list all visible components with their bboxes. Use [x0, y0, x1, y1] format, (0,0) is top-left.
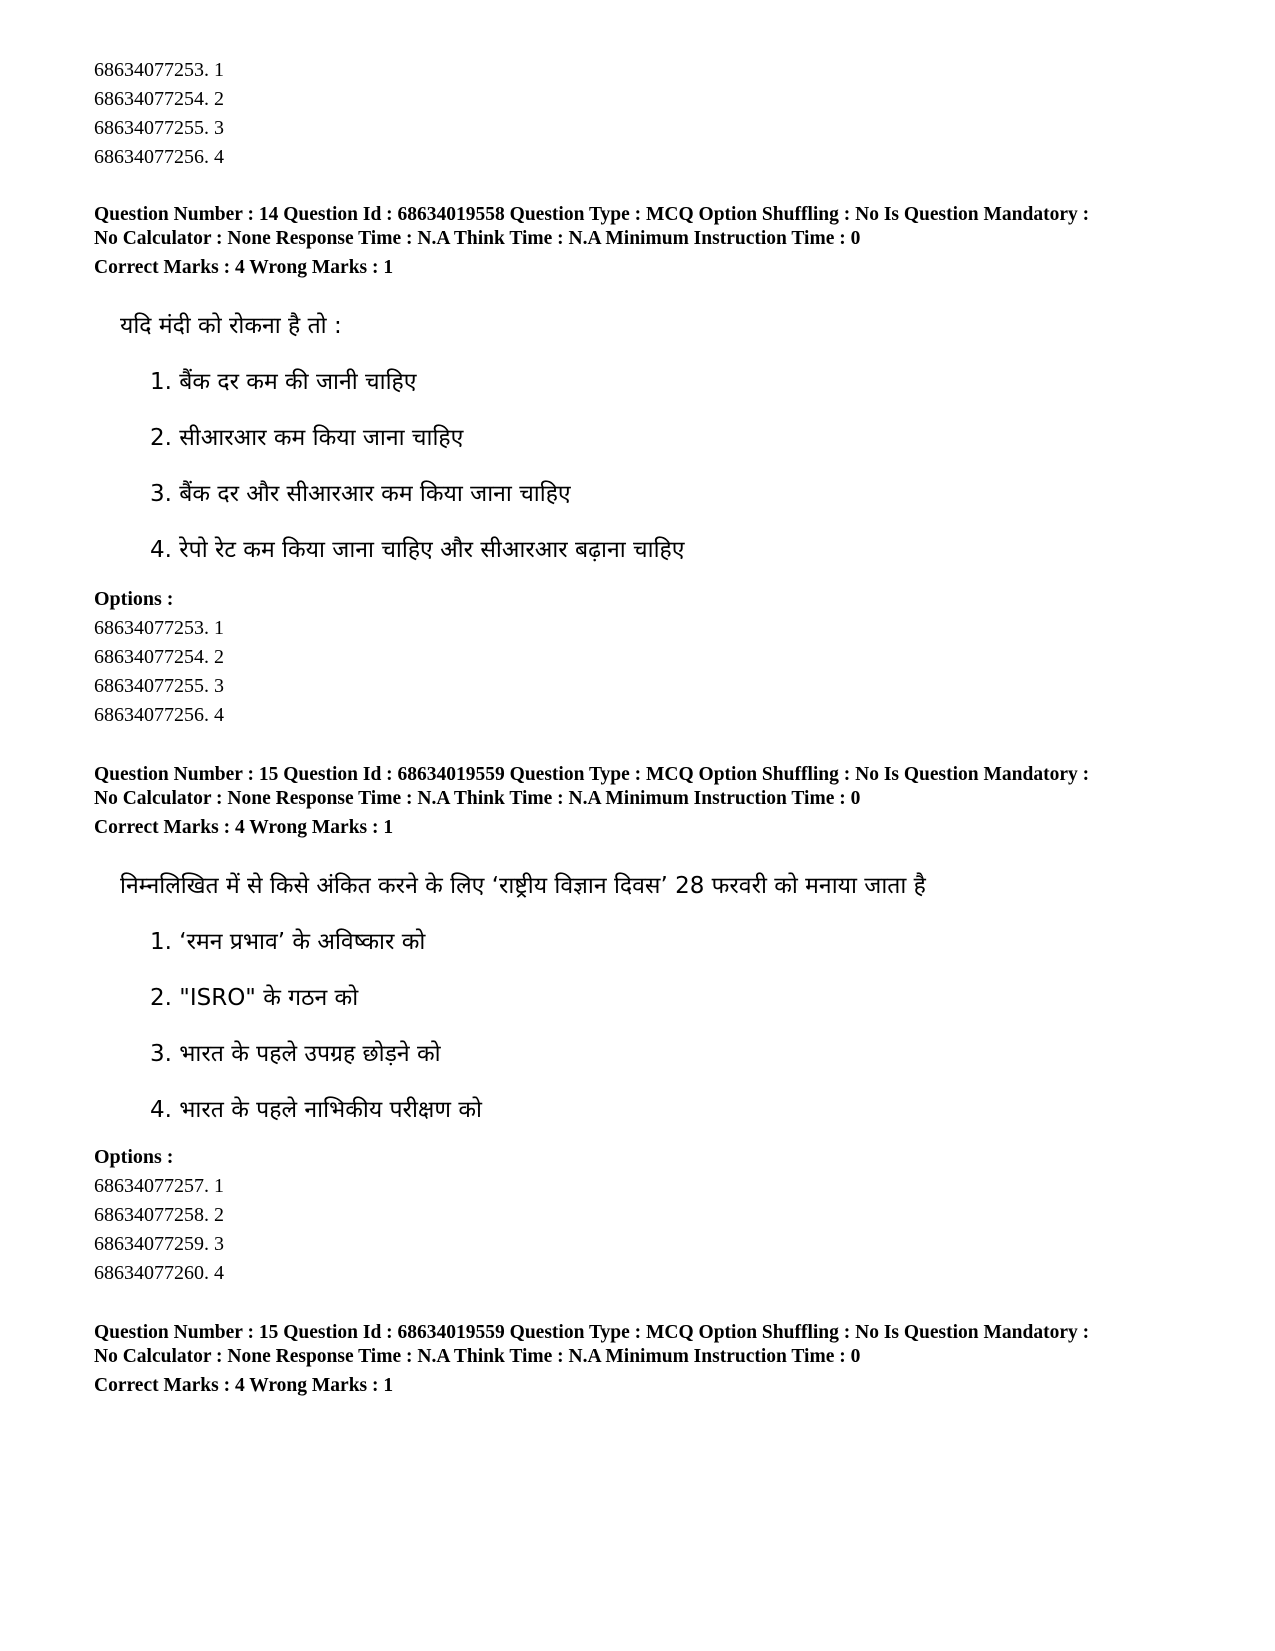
q15-repeat-marks: Correct Marks : 4 Wrong Marks : 1 [94, 1375, 394, 1396]
option-line: 68634077256. 4 [94, 146, 224, 168]
q14-choice-1: 1. बैंक दर कम की जानी चाहिए [150, 369, 417, 395]
q15-marks: Correct Marks : 4 Wrong Marks : 1 [94, 817, 394, 838]
q14-stem: यदि मंदी को रोकना है तो : [120, 313, 342, 339]
q15-meta-line1: Question Number : 15 Question Id : 68634019559 Question Type : MCQ Option Shuffling : No Is Question Mandatory : [94, 764, 1090, 785]
q15-options-list [94, 1172, 224, 1288]
option-line: 68634077260. 4 [94, 1262, 224, 1284]
q15-options-label: Options : [94, 1146, 174, 1168]
option-line: 68634077257. 1 [94, 1175, 224, 1197]
q14-options-list [94, 614, 224, 730]
q15-repeat-meta [94, 1321, 1089, 1398]
q15-repeat-meta-line2: No Calculator : None Response Time : N.A Think Time : N.A Minimum Instruction Time : 0 [94, 1346, 861, 1367]
option-line: 68634077259. 3 [94, 1233, 224, 1255]
q14-marks: Correct Marks : 4 Wrong Marks : 1 [94, 257, 394, 278]
q14-meta [94, 203, 1089, 280]
option-line: 68634077253. 1 [94, 617, 224, 639]
option-line: 68634077256. 4 [94, 704, 224, 726]
option-line: 68634077254. 2 [94, 88, 224, 110]
option-line: 68634077253. 1 [94, 59, 224, 81]
option-line: 68634077255. 3 [94, 675, 224, 697]
q14-options-label: Options : [94, 588, 174, 610]
q14-choice-4: 4. रेपो रेट कम किया जाना चाहिए और सीआरआर बढ़ाना चाहिए [150, 537, 685, 563]
q14-choice-2: 2. सीआरआर कम किया जाना चाहिए [150, 425, 464, 451]
q14-choice-3: 3. बैंक दर और सीआरआर कम किया जाना चाहिए [150, 481, 571, 507]
q14-meta-line1: Question Number : 14 Question Id : 68634019558 Question Type : MCQ Option Shuffling : No Is Question Mandatory : [94, 204, 1090, 225]
q15-choice-2: 2. "ISRO" के गठन को [150, 985, 359, 1011]
q15-stem: निम्नलिखित में से किसे अंकित करने के लिए ‘राष्ट्रीय विज्ञान दिवस’ 28 फरवरी को मनाया जाता है [120, 873, 926, 899]
q15-choice-3: 3. भारत के पहले उपग्रह छोड़ने को [150, 1041, 441, 1067]
q14-meta-line2: No Calculator : None Response Time : N.A Think Time : N.A Minimum Instruction Time : 0 [94, 228, 861, 249]
q15-meta [94, 763, 1089, 840]
q15-repeat-meta-line1: Question Number : 15 Question Id : 68634019559 Question Type : MCQ Option Shuffling : No Is Question Mandatory : [94, 1322, 1090, 1343]
top-options-list [94, 56, 224, 172]
option-line: 68634077255. 3 [94, 117, 224, 139]
q15-choice-4: 4. भारत के पहले नाभिकीय परीक्षण को [150, 1097, 482, 1123]
q15-choice-1: 1. ‘रमन प्रभाव’ के अविष्कार को [150, 929, 426, 955]
option-line: 68634077254. 2 [94, 646, 224, 668]
option-line: 68634077258. 2 [94, 1204, 224, 1226]
q15-meta-line2: No Calculator : None Response Time : N.A Think Time : N.A Minimum Instruction Time : 0 [94, 788, 861, 809]
